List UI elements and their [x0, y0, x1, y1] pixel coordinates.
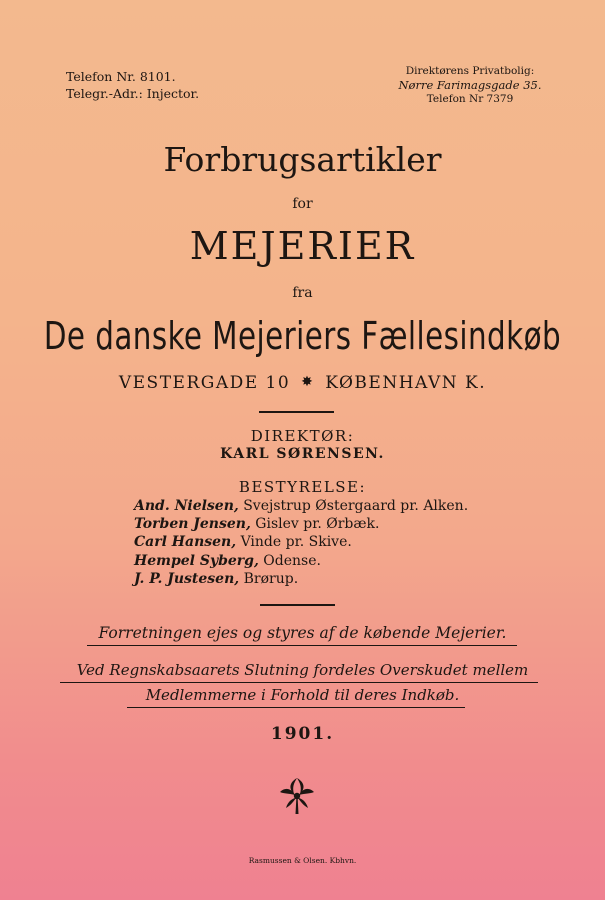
divider [60, 682, 538, 683]
divider [260, 604, 335, 606]
address [0, 373, 605, 393]
board-member: Torben Jensen, Gislev pr. Ørbæk. [134, 516, 380, 533]
header-telegram: Telegr.-Adr.: Injector. [66, 86, 200, 101]
header-phone: Telefon Nr. 8101. [66, 69, 176, 84]
header-left [66, 68, 199, 102]
title-mejerier: MEJERIER [189, 224, 416, 268]
divider [259, 411, 334, 413]
director-residence-street: Nørre Farimagsgade 35. [398, 78, 542, 92]
star-icon: ✸ [301, 374, 315, 390]
divider [87, 645, 517, 646]
note-surplus-1: Ved Regnskabsaarets Slutning fordeles Overskudet mellem [76, 661, 529, 679]
divider [127, 707, 465, 708]
address-city: KØBENHAVN K. [325, 373, 487, 393]
board-members [134, 497, 468, 588]
leaf-flower-icon [274, 772, 320, 818]
board-heading: BESTYRELSE: [238, 478, 367, 496]
note-ownership: Forretningen ejes og styres af de købende Mejerier. [98, 624, 507, 642]
board-member: J. P. Justesen, Brørup. [134, 570, 299, 587]
note-surplus-2: Medlemmerne i Forhold til deres Indkøb. [145, 686, 460, 704]
organization-name: De danske Mejeriers Fællesindkøb [43, 314, 562, 358]
board-member: Hempel Syberg, Odense. [134, 552, 321, 569]
printer-credit: Rasmussen & Olsen. Kbhvn. [248, 856, 357, 865]
director-heading: DIREKTØR: [250, 427, 355, 445]
director-name: KARL SØRENSEN. [220, 446, 385, 462]
director-residence-phone: Telefon Nr 7379 [426, 93, 514, 105]
title-main: Forbrugsartikler [163, 140, 442, 179]
board-member: Carl Hansen, Vinde pr. Skive. [134, 534, 352, 551]
address-street: VESTERGADE 10 [118, 373, 291, 393]
year: 1901. [270, 724, 335, 744]
header-right [390, 64, 550, 106]
director-residence-label: Direktørens Privatbolig: [405, 65, 535, 77]
title-for: for [292, 196, 313, 212]
title-fra: fra [292, 285, 313, 301]
board-member: And. Nielsen, Svejstrup Østergaard pr. Alken. [134, 498, 469, 514]
